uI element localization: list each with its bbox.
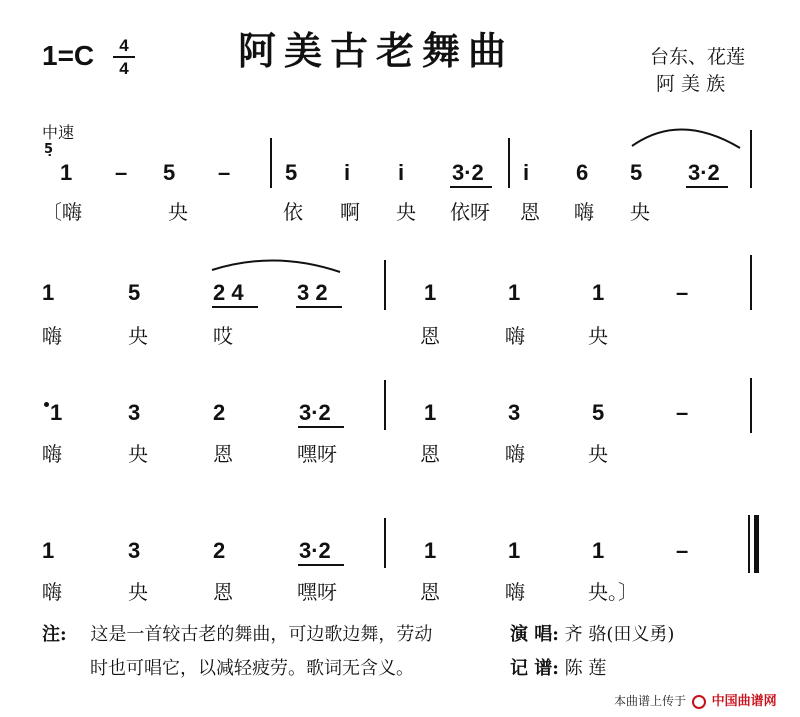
barline (508, 138, 510, 188)
note: – (676, 280, 689, 305)
note: 1 (424, 400, 437, 425)
credit-singer (510, 618, 674, 652)
lyric: 央。〕 (588, 580, 638, 604)
note: 6 (576, 160, 589, 185)
note: – (115, 160, 128, 185)
underline (686, 186, 728, 188)
lyric: 依 (283, 200, 303, 224)
annotation-label: 注: (42, 624, 67, 645)
lyric: 嗨 (42, 580, 62, 604)
time-signature-bottom: 4 (119, 59, 129, 78)
lyric: 依呀 (450, 200, 490, 224)
note: 3 (128, 400, 141, 425)
credits (510, 618, 674, 686)
lyric: 央 (396, 200, 416, 224)
note: i (398, 160, 405, 185)
note: 1 (424, 538, 437, 563)
footer-text: 本曲谱上传于 (614, 694, 687, 708)
final-barline-thin (748, 515, 750, 573)
note: i (523, 160, 530, 185)
annotation-line-2 (42, 652, 432, 686)
barline (384, 518, 386, 568)
underline (298, 564, 344, 566)
lyric: 啊 (340, 200, 360, 224)
annotation-text-1: 这是一首较古老的舞曲，可边歌边舞，劳动 (90, 624, 433, 645)
note: i (344, 160, 351, 185)
lyric: 嗨 (505, 442, 525, 466)
note: 1 (592, 280, 605, 305)
note: 2 (213, 538, 226, 563)
watermark-footer (614, 690, 777, 709)
lyric: 嗨 (505, 324, 525, 348)
lyric: 恩 (420, 442, 440, 466)
note: 3 2 (297, 280, 328, 305)
note: 1 (50, 400, 63, 425)
underline (298, 426, 344, 428)
lyric: 央 (128, 324, 148, 348)
note: 3·2 (452, 160, 484, 185)
note: 2 4 (213, 280, 244, 305)
note: – (218, 160, 231, 185)
lyric: 恩 (420, 324, 440, 348)
barline (270, 138, 272, 188)
lyric: 哎 (213, 324, 233, 348)
note: 3 (128, 538, 141, 563)
annotation-notes (42, 618, 432, 686)
annotation-text-2: 时也可唱它，以减轻疲劳。歌词无含义。 (90, 658, 414, 679)
transcriber-label: 记 谱: (510, 658, 559, 679)
note: 5 (128, 280, 141, 305)
singer-name: 齐 骆(田义勇) (564, 624, 675, 645)
lyric: 〔嗨 (42, 200, 82, 224)
note: 3·2 (688, 160, 720, 185)
lyric: 恩 (213, 442, 233, 466)
grace-note: 5̣ (44, 142, 54, 157)
underline (450, 186, 492, 188)
song-title: 阿美古老舞曲 (238, 28, 515, 73)
note: 3·2 (299, 400, 331, 425)
key-signature: 1=C (42, 40, 95, 71)
singer-label: 演 唱: (510, 624, 559, 645)
barline (384, 380, 386, 430)
transcriber-name: 陈 莲 (564, 658, 607, 679)
barline (750, 378, 752, 433)
lyric: 嘿呀 (297, 442, 337, 466)
lyric: 恩 (520, 200, 540, 224)
barline (750, 255, 752, 310)
origin-region: 台东、花莲 (650, 46, 746, 68)
lyric: 央 (128, 580, 148, 604)
barline (384, 260, 386, 310)
lyric: 嗨 (574, 200, 594, 224)
underline (296, 306, 342, 308)
note: 1 (508, 538, 521, 563)
tempo-marking: 中速 (42, 123, 75, 142)
note: 5 (163, 160, 176, 185)
barline (750, 130, 752, 188)
note: 1 (592, 538, 605, 563)
octave-dot (44, 402, 49, 407)
note: 2 (213, 400, 226, 425)
note: 1 (42, 538, 55, 563)
lyric: 嗨 (505, 580, 525, 604)
note: 1 (424, 280, 437, 305)
lyric: 央 (588, 442, 608, 466)
lyric: 央 (168, 200, 188, 224)
lyric: 央 (630, 200, 650, 224)
lyric: 嗨 (42, 324, 62, 348)
slur (632, 129, 740, 148)
note: 1 (508, 280, 521, 305)
note: 5 (592, 400, 605, 425)
note: 5 (630, 160, 643, 185)
time-signature-top: 4 (119, 36, 129, 55)
credit-transcriber (510, 652, 674, 686)
note: 1 (60, 160, 73, 185)
lyric: 嘿呀 (297, 580, 337, 604)
note: 3 (508, 400, 521, 425)
origin-ethnic-group: 阿 美 族 (656, 73, 726, 95)
note: 1 (42, 280, 55, 305)
lyric: 央 (588, 324, 608, 348)
site-logo-icon (692, 695, 706, 709)
note: – (676, 538, 689, 563)
footer-brand[interactable]: 中国曲谱网 (711, 694, 777, 709)
lyric: 恩 (213, 580, 233, 604)
underline (212, 306, 258, 308)
slur (212, 260, 340, 272)
lyric: 央 (128, 442, 148, 466)
lyric: 恩 (420, 580, 440, 604)
note: 5 (285, 160, 298, 185)
note: – (676, 400, 689, 425)
note: 3·2 (299, 538, 331, 563)
lyric: 嗨 (42, 442, 62, 466)
final-barline-thick (754, 515, 759, 573)
annotation-line-1 (42, 618, 432, 652)
